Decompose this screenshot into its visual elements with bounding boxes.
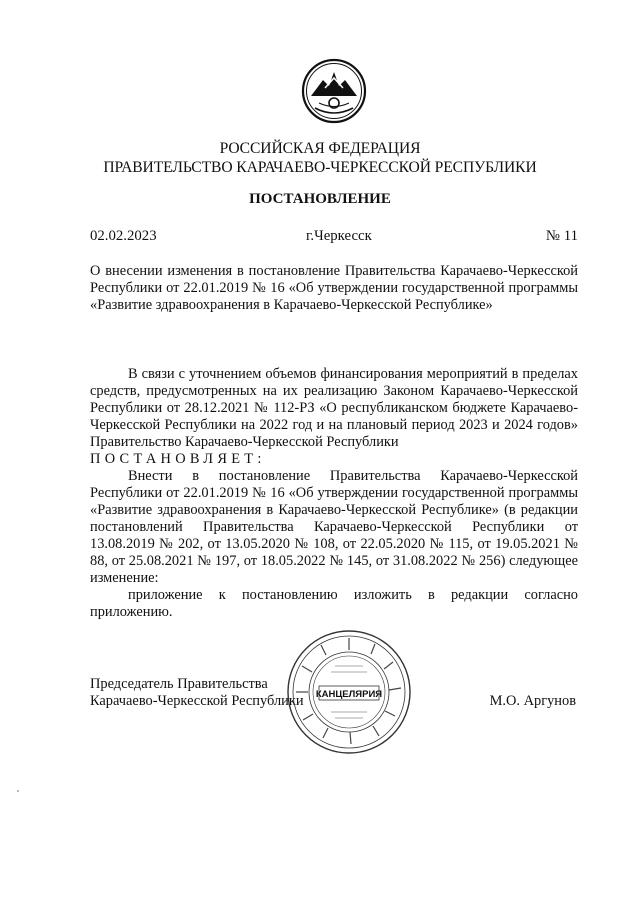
coat-of-arms-emblem	[301, 58, 367, 124]
signature-position-line-1: Председатель Правительства	[90, 676, 268, 692]
official-stamp	[285, 628, 413, 756]
document-city: г.Черкесск	[306, 228, 372, 244]
signature-position	[90, 676, 304, 710]
document-subject: О внесении изменения в постановление Правительства Карачаево-Черкесской Республики от 22.01.2019 № 16 «Об утверждении государственной программы «Развитие здравоохранения в Карачаево-Черкесской Республике»	[90, 263, 578, 313]
decree-word: ПОСТАНОВЛЯЕТ:	[90, 451, 266, 467]
document-type: ПОСТАНОВЛЕНИЕ	[249, 191, 391, 207]
header-federation: РОССИЙСКАЯ ФЕДЕРАЦИЯ	[219, 140, 421, 157]
document-date: 02.02.2023	[90, 228, 157, 244]
signer-name: М.О. Аргунов	[489, 693, 576, 709]
stamp-center-text: КАНЦЕЛЯРИЯ	[315, 689, 383, 700]
body-paragraph-2: Внести в постановление Правительства Карачаево-Черкесской Республики от 22.01.2019 № 16 «Об утверждении государственной программы «Развитие здравоохранения в Карачаево-Черкесской Республике» (в редакции постановлений Правительства Карачаево-Черкесской Республики от 13.08.2019 № 202, от 13.05.2020 № 108, от 22.05.2020 № 115, от 19.05.2021 № 88, от 25.08.2021 № 197, от 18.05.2022 № 145, от 31.08.2022 № 256) следующее изменение:	[90, 468, 578, 586]
body-paragraph-3: приложение к постановлению изложить в редакции согласно приложению.	[90, 587, 578, 620]
scan-artifact-dot	[17, 790, 19, 792]
signature-position-line-2: Карачаево-Черкесской Республики	[90, 693, 304, 709]
body-paragraph-1: В связи с уточнением объемов финансирования мероприятий в пределах средств, предусмотренных на их реализацию Законом Карачаево-Черкесской Республики от 28.12.2021 № 112-РЗ «О республиканском бюджете Карачаево-Черкесской Республики на 2022 год и на плановый период 2023 и 2024 годов» Правительство Карачаево-Черкесской Республики	[90, 366, 578, 450]
document-number: № 11	[545, 228, 578, 244]
header-government: ПРАВИТЕЛЬСТВО КАРАЧАЕВО-ЧЕРКЕССКОЙ РЕСПУБЛИКИ	[103, 159, 537, 176]
